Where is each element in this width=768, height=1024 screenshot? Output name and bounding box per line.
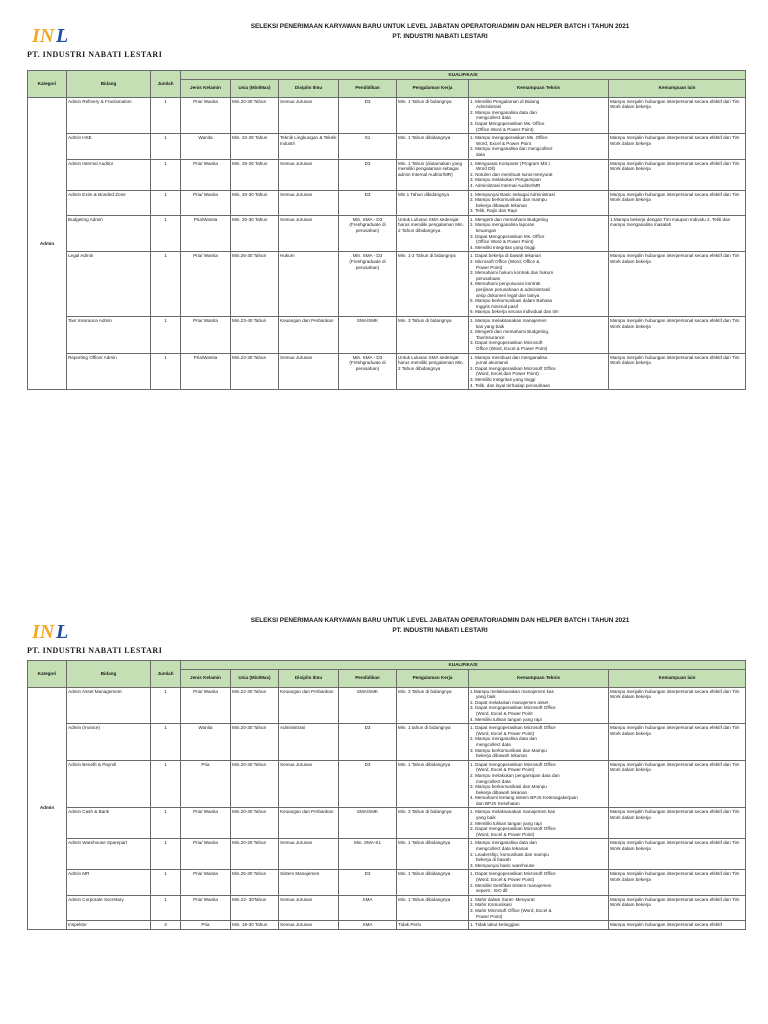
- header-kualifikasi: KUALIFIKASI: [181, 661, 746, 670]
- kemampuan-lain-cell: Mampu menjalin hubungan interpersonal secara efektif: [609, 921, 746, 930]
- skill-line: kas yang baik: [476, 323, 505, 329]
- jenis-kelamin-cell: Pria/ Wanita: [181, 190, 231, 215]
- header-jumlah: Jumlah: [151, 661, 181, 688]
- jenis-kelamin-cell: Pria/ Wanita: [181, 159, 231, 190]
- svg-text:L: L: [56, 621, 69, 642]
- skill-line: bekerja dibawah tekanan: [476, 753, 528, 759]
- skill-line: (Word, Excel & Power Point): [476, 831, 535, 837]
- pendidikan-cell: D3: [339, 190, 397, 215]
- table-2-body: [28, 687, 746, 929]
- kemampuan-lain-cell: Mampu menjalin hubungan interpersonal secara efektif dan Tim Work dalam bekerja: [609, 724, 746, 761]
- skill-line: 1. Tidak takut ketinggian: [470, 922, 520, 928]
- header-bidang: Bidang: [67, 661, 151, 688]
- bidang-cell: Admin Refinery & Fractionation: [67, 97, 151, 134]
- header-kategori: Kategori: [28, 661, 67, 688]
- pendidikan-cell: S1: [339, 134, 397, 159]
- header-bidang: Bidang: [67, 71, 151, 98]
- kemampuan-teknis-cell: [469, 760, 609, 808]
- svg-text:IN: IN: [32, 25, 55, 46]
- pengalaman-cell: Min 1 Tahun dibidangnya: [397, 190, 469, 215]
- skill-line: 1. Mampu menganalisa data dan: [470, 840, 537, 846]
- jenis-kelamin-cell: Pria/ Wanita: [181, 895, 231, 920]
- bidang-cell: Admin HSE: [67, 134, 151, 159]
- jumlah-cell: 1: [151, 760, 181, 808]
- skill-line: mengcollect data: [476, 778, 511, 784]
- jumlah-cell: 1: [151, 870, 181, 895]
- jumlah-cell: 1: [151, 353, 181, 390]
- skill-line: 1. Dapat mengoperasikan Microsoft Office: [470, 761, 556, 767]
- pendidikan-cell: Min. SMA - D3 (Freshgraduate di perusahan): [339, 252, 397, 317]
- header-lain: Kemampuan lain: [609, 79, 746, 97]
- jenis-kelamin-cell: Pria/Wanita: [181, 353, 231, 390]
- disiplin-cell: Semua Jurusan: [279, 353, 339, 390]
- table-row: [28, 97, 746, 134]
- jenis-kelamin-cell: Pria/ Wanita: [181, 870, 231, 895]
- jenis-kelamin-cell: Pria/ Wanita: [181, 808, 231, 839]
- skill-line: 2. Mampu menganalisa data dan: [470, 109, 537, 115]
- bidang-cell: Legal Admin: [67, 252, 151, 317]
- title-line-1: SELEKSI PENERIMAAN KARYAWAN BARU UNTUK LEVEL JABATAN OPERATOR/ADMIN DAN HELPER BATCH I TAHUN 2021: [250, 617, 630, 624]
- bidang-cell: Admin Corporate Secretary: [67, 895, 151, 920]
- bidang-cell: Admin Warehouse Sparepart: [67, 839, 151, 870]
- pengalaman-cell: Min. 3 Tahun di bidangnya: [397, 808, 469, 839]
- skill-line: 2. Microsoft Office (Word, Office &: [470, 259, 540, 265]
- skill-line: 1. Mempunyai Basic sebagai Administrasi: [470, 191, 555, 197]
- skill-line: yang baik: [476, 815, 496, 821]
- disiplin-cell: Sistem Manajemen: [279, 870, 339, 895]
- skill-line: Tax/Insurance: [476, 334, 505, 340]
- pengalaman-cell: Min. 1 Tahun dibidangnya: [397, 760, 469, 808]
- skill-line: mengcollect data: [476, 741, 511, 747]
- kemampuan-lain-cell: 1.Mampu bekerja dengan Tim maupun Individu 2. Teliti dan mampu menganalisa masalah: [609, 215, 746, 252]
- jumlah-cell: 1: [151, 895, 181, 920]
- skill-line: 3. Dapat Mengoperasikan Ms. Office: [470, 233, 545, 239]
- table-row: [28, 190, 746, 215]
- document-title: [190, 22, 690, 42]
- skill-line: 2. Mampu menganalisa data dan: [470, 736, 537, 742]
- usia-cell: Min.26-30 Tahun: [231, 252, 279, 317]
- jenis-kelamin-cell: Pria/ Wanita: [181, 316, 231, 353]
- pengalaman-cell: Untuk Lulusan SMA sederajat harus memiliki pengalaman Min. 2 Tahun dibidangnya: [397, 353, 469, 390]
- skill-line: 3. Mampu melakukan Pengarsipan: [470, 177, 541, 183]
- disiplin-cell: Semua Jurusan: [279, 921, 339, 930]
- recruitment-table-1: [27, 70, 746, 390]
- jumlah-cell: 1: [151, 316, 181, 353]
- disiplin-cell: Semua Jurusan: [279, 190, 339, 215]
- category-cell: Admin: [28, 97, 67, 390]
- kemampuan-lain-cell: Mampu menjalin hubungan interpersonal secara efektif dan Tim Work dalam bekerja: [609, 97, 746, 134]
- disiplin-cell: Keuangan dan Perbankan: [279, 316, 339, 353]
- kemampuan-teknis-cell: [469, 687, 609, 724]
- jumlah-cell: 1: [151, 724, 181, 761]
- pendidikan-cell: SMA/SMK: [339, 808, 397, 839]
- pengalaman-cell: Min. 3 Tahun di bidangnya: [397, 687, 469, 724]
- skill-line: Word Dll): [476, 166, 496, 172]
- jumlah-cell: 1: [151, 159, 181, 190]
- skill-line: 2. Mengerti dan memahami Budgeting,: [470, 329, 550, 335]
- skill-line: 4. Memahami penyusunan kontrak: [470, 281, 541, 287]
- table-row: [28, 134, 746, 159]
- kemampuan-teknis-cell: [469, 316, 609, 353]
- disiplin-cell: Semua Jurusan: [279, 839, 339, 870]
- skill-line: 1. Memiliki Pengalaman di Bidang: [470, 98, 540, 104]
- usia-cell: Min. 20-30 Tahun: [231, 215, 279, 252]
- bidang-cell: Admin Benefit & Payroll: [67, 760, 151, 808]
- table-row: [28, 895, 746, 920]
- skill-line: 1. Dapat mengoperasikan Microsoft Office: [470, 725, 556, 731]
- skill-line: 5. Mampu berkomunikasi dalam Bahasa: [470, 298, 552, 304]
- header-disiplin: Disiplin Ilmu: [279, 79, 339, 97]
- table-row: [28, 687, 746, 724]
- recruitment-table-2: [27, 660, 746, 930]
- skill-line: 3. Teliti, Rajin dan Rapi: [470, 208, 517, 214]
- skill-line: 3. Dapat mengoperasikan Microsoft: [470, 340, 543, 346]
- document-title: [190, 616, 690, 636]
- usia-cell: Min.25-30 Tahun: [231, 870, 279, 895]
- bidang-cell: Inspektor: [67, 921, 151, 930]
- kemampuan-lain-cell: Mampu menjalin hubungan interpersonal secara efektif dan Tim Work dalam bekerja: [609, 159, 746, 190]
- disiplin-cell: Semua Jurusan: [279, 895, 339, 920]
- skill-line: 4. Memiliki tulisan tangan yang rapi: [470, 716, 542, 722]
- disiplin-cell: Semua Jurusan: [279, 97, 339, 134]
- pengalaman-cell: Min. 3 Tahun di bidangnya: [397, 316, 469, 353]
- usia-cell: Min. 25-28 Tahun: [231, 159, 279, 190]
- pendidikan-cell: D3: [339, 870, 397, 895]
- usia-cell: Min. 20-30 Tahun: [231, 190, 279, 215]
- pengalaman-cell: Min. 1 Tahun dibidangnya: [397, 839, 469, 870]
- usia-cell: Min. 22-28 Tahun: [231, 134, 279, 159]
- header-usia: Usia (Min/Max): [231, 79, 279, 97]
- pendidikan-cell: D3: [339, 97, 397, 134]
- table-row: [28, 215, 746, 252]
- skill-line: data: [476, 151, 485, 157]
- skill-line: 1. Mampu membuat dan menganalisa: [470, 354, 548, 360]
- pendidikan-cell: SMA: [339, 895, 397, 920]
- pendidikan-cell: D3: [339, 760, 397, 808]
- disiplin-cell: Hukum: [279, 252, 339, 317]
- skill-line: 4. Administrasi Internal Auditor/MR: [470, 182, 541, 188]
- svg-text:IN: IN: [32, 621, 55, 642]
- company-name: PT. INDUSTRI NABATI LESTARI: [27, 50, 163, 59]
- pendidikan-cell: D3: [339, 159, 397, 190]
- disiplin-cell: Semua Jurusan: [279, 215, 339, 252]
- table-row: [28, 760, 746, 808]
- skill-line: perijinan perusahaan & administrasi/: [476, 287, 551, 292]
- table-row: [28, 353, 746, 390]
- jenis-kelamin-cell: Pria/ Wanita: [181, 97, 231, 134]
- usia-cell: Min.23-30 Tahun: [231, 353, 279, 390]
- skill-line: Power Point): [476, 264, 503, 270]
- disiplin-cell: Administrasi: [279, 724, 339, 761]
- skill-line: 1. Menguasai Komputer (Program MS.\: [470, 160, 550, 166]
- skill-line: Office (Word, Excel & Power Point): [476, 345, 548, 351]
- skill-line: keuangan: [476, 228, 497, 234]
- skill-line: 4. Memiliki Integritas yang tinggi: [470, 244, 536, 250]
- title-line-2: PT. INDUSTRI NABATI LESTARI: [392, 627, 488, 634]
- pengalaman-cell: Min. 1 Tahun dibidangnya: [397, 134, 469, 159]
- skill-line: 3. Mahir Microsoft Office (Word, Excel &: [470, 907, 552, 913]
- jenis-kelamin-cell: Wanita: [181, 134, 231, 159]
- skill-line: yang baik: [476, 694, 496, 700]
- skill-line: 2. Mampu menganalisa dan mengcollect: [470, 146, 553, 152]
- table-1-body: [28, 97, 746, 390]
- skill-line: dan BPJS Kesehatan: [476, 800, 520, 806]
- table-row: [28, 252, 746, 317]
- bidang-cell: Admin MR: [67, 870, 151, 895]
- header-pendidikan: Pendidikan: [339, 669, 397, 687]
- skill-line: bekerja dibawah tekanan: [476, 789, 528, 795]
- skill-line: (Office Word & Power Point): [476, 239, 534, 245]
- skill-line: Power Point): [476, 913, 503, 919]
- bidang-cell: Budgeting Admin: [67, 215, 151, 252]
- bidang-cell: Admin (Invoice): [67, 724, 151, 761]
- kemampuan-lain-cell: Mampu menjalin hubungan interpersonal secara efektif dan Tim Work dalam bekerja: [609, 190, 746, 215]
- skill-line: 3. Memahami hukum kontrak dan hukum: [470, 270, 554, 276]
- usia-cell: Min.20-30 Tahun: [231, 760, 279, 808]
- bidang-cell: Admin Internal Auditor: [67, 159, 151, 190]
- kemampuan-teknis-cell: [469, 97, 609, 134]
- skill-line: 1. Mengerti dan memahami Budgeting: [470, 216, 548, 222]
- skill-line: 1. Mahir dalam Surat- Menyurat: [470, 896, 535, 902]
- skill-line: 4. Memahami tentang sistem BPJS Ketenagakerjaan: [470, 795, 578, 801]
- header-pengalaman: Pengalaman Kerja: [397, 79, 469, 97]
- pengalaman-cell: Min. 1 tahun di bidangnya: [397, 724, 469, 761]
- usia-cell: Min.20-30 Tahun: [231, 97, 279, 134]
- skill-line: mengcollect data tekanan: [476, 846, 529, 852]
- skill-line: 1. Mampu melaksanakan manajemen kas: [470, 809, 556, 815]
- jenis-kelamin-cell: Pria/ Wanita: [181, 839, 231, 870]
- skill-line: 1. Mampu mengoperasikan Ms. Office: [470, 135, 548, 141]
- kemampuan-lain-cell: Mampu menjalin hubungan interpersonal secara efektif dan Tim Work dalam bekerja: [609, 687, 746, 724]
- pengalaman-cell: Min. 1 Tahun dibidangnya: [397, 870, 469, 895]
- skill-line: arsip dokumen legal dan lainya: [476, 292, 540, 298]
- jumlah-cell: 1: [151, 97, 181, 134]
- pendidikan-cell: D3: [339, 724, 397, 761]
- bidang-cell: Reporting Officer Admin: [67, 353, 151, 390]
- disiplin-cell: Semua Jurusan: [279, 760, 339, 808]
- kemampuan-lain-cell: Mampu menjalin hubungan interpersonal secara efektif dan Tim Work dalam bekerja: [609, 808, 746, 839]
- title-line-1: SELEKSI PENERIMAAN KARYAWAN BARU UNTUK LEVEL JABATAN OPERATOR/ADMIN DAN HELPER BATCH I TAHUN 2021: [250, 23, 630, 30]
- skill-line: 1. Mampu melaksanakan manajemen: [470, 317, 547, 323]
- skill-line: 3. Memiliki Integritas yang tinggi: [470, 376, 536, 382]
- pengalaman-cell: Min. 1 Tahun (diutamakan yang memiliki pengalaman sebagai admin Internal Auditor/MR): [397, 159, 469, 190]
- page-header: [0, 0, 768, 62]
- skill-line: mengcollect data: [476, 115, 511, 121]
- skill-line: Inggris minimal pasif: [476, 303, 518, 309]
- skill-line: 4. Teliti, dan loyal terhadap perusahaan: [470, 382, 551, 388]
- jumlah-cell: 1: [151, 808, 181, 839]
- jenis-kelamin-cell: Pria/Wanita: [181, 215, 231, 252]
- skill-line: (Word, Excel & Power Point): [476, 730, 535, 736]
- disiplin-cell: Keuangan dan Perbankan: [279, 808, 339, 839]
- disiplin-cell: Teknik Lingkungan & Teknik Industri: [279, 134, 339, 159]
- bidang-cell: Admin Exim & Bonded Zone: [67, 190, 151, 215]
- disiplin-cell: Keuangan dan Perbankan: [279, 687, 339, 724]
- table-row: [28, 724, 746, 761]
- usia-cell: Min.20-30 Tahun: [231, 808, 279, 839]
- kemampuan-teknis-cell: [469, 353, 609, 390]
- skill-line: 1.Mampu melaksanakan manajemen kas: [470, 688, 554, 694]
- header-teknis: Kemampuan Teknis: [469, 79, 609, 97]
- skill-line: 2. Memiliki tulisan tangan yang rapi: [470, 820, 542, 826]
- jumlah-cell: 1: [151, 687, 181, 724]
- bidang-cell: Tax/ Insurance Admin: [67, 316, 151, 353]
- skill-line: 3. Dapat Mengoperasikan Ms. Office: [470, 120, 545, 126]
- pendidikan-cell: Min. SMA-S1: [339, 839, 397, 870]
- header-lain: Kemampuan lain: [609, 669, 746, 687]
- skill-line: (Word, Excel & Power Point): [476, 767, 535, 773]
- jumlah-cell: 1: [151, 839, 181, 870]
- table-row: [28, 159, 746, 190]
- pengalaman-cell: Min. 1 Tahun dibidangnya: [397, 895, 469, 920]
- jenis-kelamin-cell: Pria/ Wanita: [181, 687, 231, 724]
- kemampuan-lain-cell: Mampu menjalin hubungan interpersonal secara efektif dan Tim Work dalam bekerja: [609, 316, 746, 353]
- disiplin-cell: Semua Jurusan: [279, 159, 339, 190]
- kemampuan-lain-cell: Mampu menjalin hubungan interpersonal secara efektif dan Tim Work dalam bekerja: [609, 839, 746, 870]
- skill-line: 3. Mampu berkomunikasi dan Mampu: [470, 747, 547, 753]
- pengalaman-cell: Min. 1-2 Tahun di bidangnya: [397, 252, 469, 317]
- pendidikan-cell: Min. SMA - D3 (Freshgraduate di perusahan): [339, 353, 397, 390]
- skill-line: 3. Dapat mengoperasikan Microsoft Office: [470, 826, 556, 832]
- svg-text:L: L: [56, 25, 69, 46]
- kemampuan-teknis-cell: [469, 921, 609, 930]
- pendidikan-cell: SMA/SMK: [339, 316, 397, 353]
- kemampuan-teknis-cell: [469, 215, 609, 252]
- kemampuan-teknis-cell: [469, 808, 609, 839]
- table-row: [28, 316, 746, 353]
- skill-line: 3. Mampu berkomunikasi dan Mampu: [470, 784, 547, 790]
- pengalaman-cell: Tidak Perlu: [397, 921, 469, 930]
- skill-line: bekerja dibawah tekanan: [476, 202, 528, 208]
- title-line-2: PT. INDUSTRI NABATI LESTARI: [392, 33, 488, 40]
- skill-line: 2. Mahir Komunikasi: [470, 902, 512, 908]
- usia-cell: Min.20-30 Tahun: [231, 724, 279, 761]
- jumlah-cell: 1: [151, 190, 181, 215]
- skill-line: Word, Excel & Power Point: [476, 140, 532, 146]
- usia-cell: Min.22- 30Tahun: [231, 895, 279, 920]
- header-jenis-kelamin: Jenis Kelamin: [181, 79, 231, 97]
- skill-line: 2. Dapat mengoperasikan Microsoft Office: [470, 365, 556, 371]
- kemampuan-teknis-cell: [469, 839, 609, 870]
- kemampuan-teknis-cell: [469, 134, 609, 159]
- table-row: [28, 839, 746, 870]
- pendidikan-cell: SMA/SMK: [339, 687, 397, 724]
- kemampuan-teknis-cell: [469, 252, 609, 317]
- kemampuan-lain-cell: Mampu menjalin hubungan interpersonal secara efektif dan Tim Work dalam bekerja: [609, 760, 746, 808]
- skill-line: 2. Mampu menganalisa laporan: [470, 222, 535, 228]
- jenis-kelamin-cell: Wanita: [181, 724, 231, 761]
- skill-line: 1. Dapat bekerja di bawah tekanan: [470, 253, 541, 259]
- pendidikan-cell: Min. SMA - D3 (Freshgraduate di perusahan): [339, 215, 397, 252]
- header-jenis-kelamin: Jenis Kelamin: [181, 669, 231, 687]
- skill-line: (Word, Excel & Power Point): [476, 877, 535, 882]
- skill-line: 2. Memiliki Sertifikat Sistem manajemen: [470, 882, 552, 888]
- jumlah-cell: 1: [151, 215, 181, 252]
- header-pendidikan: Pendidikan: [339, 79, 397, 97]
- kemampuan-lain-cell: Mampu menjalin hubungan interpersonal secara efektif dan Tim Work dalam bekerja: [609, 353, 746, 390]
- skill-line: (Office Word & Power Point): [476, 126, 534, 132]
- usia-cell: Min.20-25 Tahun: [231, 839, 279, 870]
- skill-line: 2. Notulen dan membuat surat-menyurat: [470, 171, 553, 177]
- header-teknis: Kemampuan Teknis: [469, 669, 609, 687]
- table-row: [28, 921, 746, 930]
- skill-line: 2. Mampu berkomunikasi dan mampu: [470, 197, 547, 203]
- skill-line: 2. Mampu melakukan pengarsipan data dan: [470, 772, 560, 778]
- jumlah-cell: 3: [151, 921, 181, 930]
- company-logo: [32, 24, 72, 46]
- usia-cell: Min. 18-30 Tahun: [231, 921, 279, 930]
- jumlah-cell: 1: [151, 134, 181, 159]
- company-name: PT. INDUSTRI NABATI LESTARI: [27, 646, 163, 655]
- skill-line: 6. Mampu bekerja secara individual dan tim: [470, 309, 559, 315]
- skill-line: 3. Mempunyai basic warehouse: [470, 862, 535, 868]
- skill-line: jurnal akuntansi: [476, 360, 509, 366]
- skill-line: seperti : ISO dll: [476, 888, 508, 894]
- bidang-cell: Admin Cash & Bank: [67, 808, 151, 839]
- pendidikan-cell: SMA: [339, 921, 397, 930]
- company-logo: [32, 620, 72, 642]
- kemampuan-teknis-cell: [469, 159, 609, 190]
- kemampuan-lain-cell: Mampu menjalin hubungan interpersonal secara efektif dan Tim Work dalam bekerja: [609, 134, 746, 159]
- kemampuan-lain-cell: Mampu menjalin hubungan interpersonal secara efektif dan Tim Work dalam bekerja: [609, 870, 746, 895]
- jumlah-cell: 1: [151, 252, 181, 317]
- skill-line: 1. Dapat mengoperasikan Microsoft Office: [470, 871, 556, 877]
- skill-line: Administrasi: [476, 104, 502, 110]
- header-pengalaman: Pengalaman Kerja: [397, 669, 469, 687]
- kemampuan-lain-cell: Mampu menjalin hubungan interpersonal secara efektif dan Tim Work dalam bekerja: [609, 895, 746, 920]
- skill-line: bekerja di bawah: [476, 857, 511, 863]
- skill-line: 3. Dapat mengoperasikan Microsoft Office: [470, 705, 556, 711]
- jenis-kelamin-cell: Pria/ Wanita: [181, 252, 231, 317]
- kemampuan-lain-cell: Mampu menjalin hubungan interpersonal secara efektif dan Tim Work dalam bekerja: [609, 252, 746, 317]
- kemampuan-teknis-cell: [469, 724, 609, 761]
- skill-line: (Word, Excel,dan Power Point): [476, 371, 539, 377]
- skill-line: perusahaan: [476, 275, 501, 281]
- pengalaman-cell: Untuk Lulusan SMA sederajat harus memiliki pengalaman Min. 2 Tahun dibidangnya: [397, 215, 469, 252]
- header-jumlah: Jumlah: [151, 71, 181, 98]
- header-usia: Usia (Min/Max): [231, 669, 279, 687]
- table-row: [28, 870, 746, 895]
- jenis-kelamin-cell: Pria: [181, 760, 231, 808]
- usia-cell: Min.22-30 Tahun: [231, 687, 279, 724]
- usia-cell: Min.23-40 Tahun: [231, 316, 279, 353]
- header-kategori: Kategori: [28, 71, 67, 98]
- category-cell: Admin: [28, 687, 67, 929]
- kemampuan-teknis-cell: [469, 895, 609, 920]
- skill-line: (Word, Excel & Power Point: [476, 710, 533, 716]
- kemampuan-teknis-cell: [469, 870, 609, 895]
- header-disiplin: Disiplin Ilmu: [279, 669, 339, 687]
- header-kualifikasi: KUALIFIKASI: [181, 71, 746, 80]
- kemampuan-teknis-cell: [469, 190, 609, 215]
- pengalaman-cell: Min. 1 Tahun di bidangnya: [397, 97, 469, 134]
- bidang-cell: Admin Asset Management: [67, 687, 151, 724]
- jenis-kelamin-cell: Pria: [181, 921, 231, 930]
- table-row: [28, 808, 746, 839]
- skill-line: 2. Dapat melakukan manajemen asset: [470, 699, 549, 705]
- skill-line: 2. Leadership, komunikasi dan mampu: [470, 851, 549, 857]
